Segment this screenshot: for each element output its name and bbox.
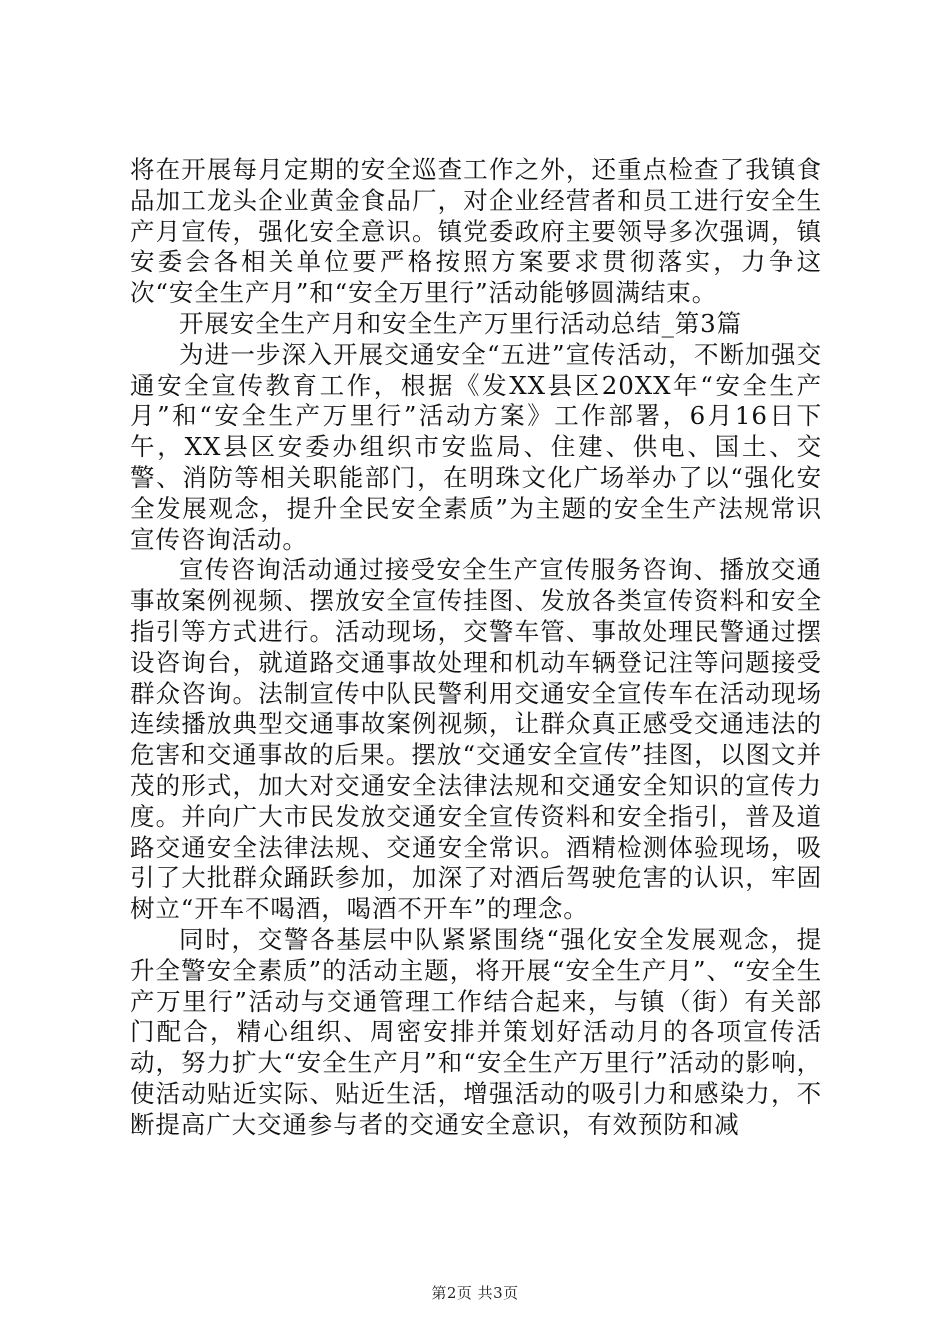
paragraph-activities: 宣传咨询活动通过接受安全生产宣传服务咨询、播放交通事故案例视频、摆放安全宣传挂图、发放各类宣传资料和安全指引等方式进行。活动现场，交警车管、事故处理民警通过摆设咨询台，就道路交通事故处理和机动车辆登记注等问题接受群众咨询。法制宣传中队民警利用交通安全宣传车在活动现场连续播放典型交通事故案例视频，让群众真正感受交通违法的危害和交通事故的后果。摆放“交通安全宣传”挂图，以图文并茂的形式，加大对交通安全法律法规和交通安全知识的宣传力度。并向广大市民发放交通安全宣传资料和安全指引，普及道路交通安全法律法规、交通安全常识。酒精检测体验现场，吸引了大批群众踊跃参加，加深了对酒后驾驶危害的认识，牢固树立“开车不喝酒，喝酒不开车”的理念。 <box>130 555 822 924</box>
paragraph-measures: 同时，交警各基层中队紧紧围绕“强化安全发展观念，提升全警安全素质”的活动主题，将开展“安全生产月”、“安全生产万里行”活动与交通管理工作结合起来，与镇（街）有关部门配合，精心组织、周密安排并策划好活动月的各项宣传活动，努力扩大“安全生产月”和“安全生产万里行”活动的影响，使活动贴近实际、贴近生活，增强活动的吸引力和感染力，不断提高广大交通参与者的交通安全意识，有效预防和减 <box>130 924 822 1139</box>
paragraph-continuation: 将在开展每月定期的安全巡查工作之外，还重点检查了我镇食品加工龙头企业黄金食品厂，对企业经营者和员工进行安全生产月宣传，强化安全意识。镇党委政府主要领导多次强调，镇安委会各相关单位要严格按照方案要求贯彻落实，力争这次“安全生产月”和“安全万里行”活动能够圆满结束。 <box>130 155 822 308</box>
document-body <box>130 155 822 1141</box>
page-number-footer: 第2页 共3页 <box>431 1284 519 1302</box>
paragraph-intro: 为进一步深入开展交通安全“五进”宣传活动，不断加强交通安全宣传教育工作，根据《发XX县区20XX年“安全生产月”和“安全生产万里行”活动方案》工作部署，6月16日下午，XX县区安委办组织市安监局、住建、供电、国土、交警、消防等相关职能部门，在明珠文化广场举办了以“强化安全发展观念，提升全民安全素质”为主题的安全生产法规常识宣传咨询活动。 <box>130 339 822 554</box>
section-heading: 开展安全生产月和安全生产万里行活动总结_第3篇 <box>179 308 743 338</box>
